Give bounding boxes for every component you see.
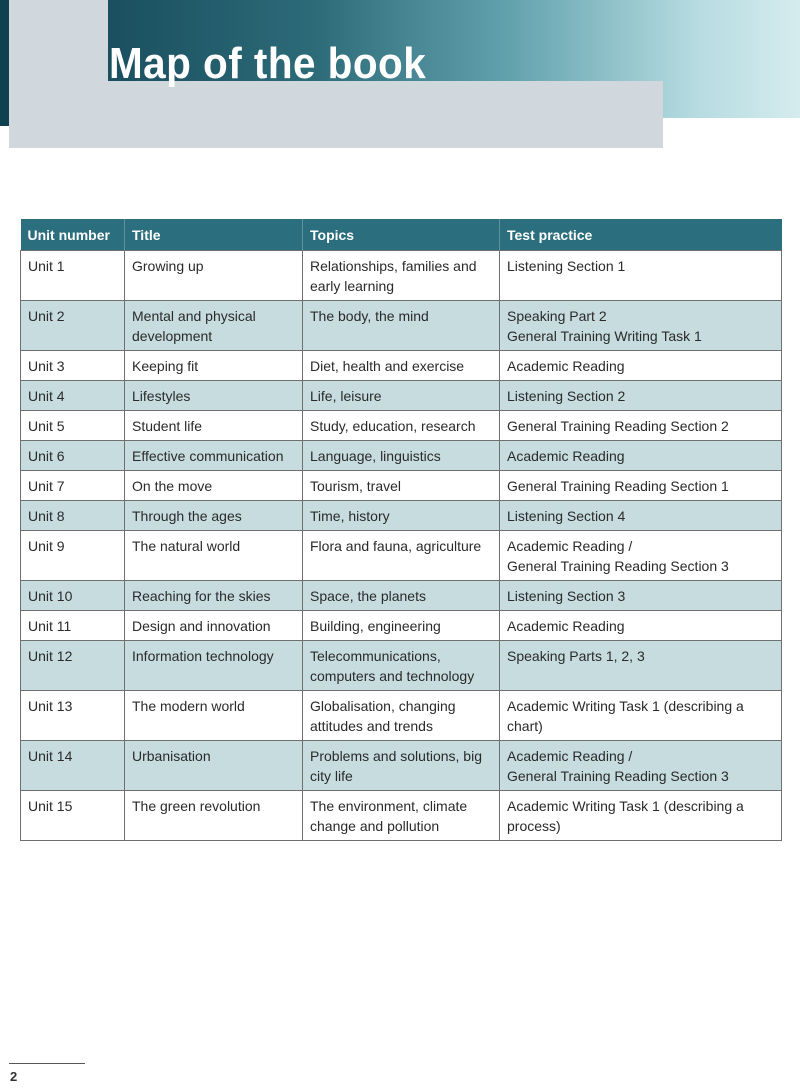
table-row <box>21 471 782 501</box>
cell-test-practice: Speaking Parts 1, 2, 3 <box>500 641 782 691</box>
table-row <box>21 501 782 531</box>
cell-unit-number: Unit 1 <box>21 251 125 301</box>
cell-title: The natural world <box>125 531 303 581</box>
cell-unit-number: Unit 3 <box>21 351 125 381</box>
cell-unit-number: Unit 11 <box>21 611 125 641</box>
footer-rule <box>9 1063 85 1064</box>
cell-test-practice: Academic Writing Task 1 (describing a chart) <box>500 691 782 741</box>
cell-unit-number: Unit 8 <box>21 501 125 531</box>
table-row <box>21 411 782 441</box>
cell-title: Student life <box>125 411 303 441</box>
cell-topics: Globalisation, changing attitudes and trends <box>303 691 500 741</box>
cell-test-practice: Academic Reading / General Training Reading Section 3 <box>500 531 782 581</box>
map-of-book-table <box>20 219 782 841</box>
cell-test-practice: Listening Section 2 <box>500 381 782 411</box>
cell-unit-number: Unit 4 <box>21 381 125 411</box>
cell-topics: Language, linguistics <box>303 441 500 471</box>
table-row <box>21 351 782 381</box>
table-row <box>21 641 782 691</box>
cell-unit-number: Unit 15 <box>21 791 125 841</box>
cell-title: Urbanisation <box>125 741 303 791</box>
cell-topics: Time, history <box>303 501 500 531</box>
cell-test-practice: Listening Section 3 <box>500 581 782 611</box>
cell-topics: Space, the planets <box>303 581 500 611</box>
header-unit-number: Unit number <box>21 219 125 251</box>
cell-title: Keeping fit <box>125 351 303 381</box>
cell-unit-number: Unit 12 <box>21 641 125 691</box>
table-row <box>21 251 782 301</box>
cell-title: Design and innovation <box>125 611 303 641</box>
cell-title: Effective communication <box>125 441 303 471</box>
table-row <box>21 381 782 411</box>
page-number: 2 <box>10 1069 18 1084</box>
header-title: Title <box>125 219 303 251</box>
cell-test-practice: Academic Reading <box>500 611 782 641</box>
table-row <box>21 611 782 641</box>
cell-unit-number: Unit 9 <box>21 531 125 581</box>
cell-test-practice: Academic Reading <box>500 351 782 381</box>
table-row <box>21 441 782 471</box>
table-row <box>21 741 782 791</box>
header-test-practice: Test practice <box>500 219 782 251</box>
cell-title: Growing up <box>125 251 303 301</box>
header-topics: Topics <box>303 219 500 251</box>
cell-unit-number: Unit 14 <box>21 741 125 791</box>
cell-topics: Telecommunications, computers and technology <box>303 641 500 691</box>
cell-topics: Building, engineering <box>303 611 500 641</box>
cell-title: On the move <box>125 471 303 501</box>
cell-title: The green revolution <box>125 791 303 841</box>
cell-test-practice: Speaking Part 2 General Training Writing Task 1 <box>500 301 782 351</box>
page-title: Map of the book <box>109 39 427 88</box>
cell-title: Reaching for the skies <box>125 581 303 611</box>
cell-topics: Study, education, research <box>303 411 500 441</box>
cell-test-practice: Academic Writing Task 1 (describing a process) <box>500 791 782 841</box>
cell-test-practice: Academic Reading / General Training Reading Section 3 <box>500 741 782 791</box>
cell-topics: The environment, climate change and pollution <box>303 791 500 841</box>
table-header-row <box>21 219 782 251</box>
cell-title: Lifestyles <box>125 381 303 411</box>
cell-title: The modern world <box>125 691 303 741</box>
table-row <box>21 791 782 841</box>
cell-topics: Flora and fauna, agriculture <box>303 531 500 581</box>
cell-topics: Tourism, travel <box>303 471 500 501</box>
cell-topics: Relationships, families and early learning <box>303 251 500 301</box>
cell-title: Mental and physical development <box>125 301 303 351</box>
cell-test-practice: General Training Reading Section 1 <box>500 471 782 501</box>
cell-topics: The body, the mind <box>303 301 500 351</box>
cell-unit-number: Unit 13 <box>21 691 125 741</box>
cell-unit-number: Unit 5 <box>21 411 125 441</box>
cell-test-practice: Academic Reading <box>500 441 782 471</box>
cell-test-practice: Listening Section 4 <box>500 501 782 531</box>
cell-title: Information technology <box>125 641 303 691</box>
cell-topics: Diet, health and exercise <box>303 351 500 381</box>
table-row <box>21 531 782 581</box>
cell-unit-number: Unit 2 <box>21 301 125 351</box>
cell-unit-number: Unit 7 <box>21 471 125 501</box>
table-row <box>21 691 782 741</box>
cell-unit-number: Unit 10 <box>21 581 125 611</box>
cell-title: Through the ages <box>125 501 303 531</box>
table-body <box>21 251 782 841</box>
table-row <box>21 301 782 351</box>
table-row <box>21 581 782 611</box>
cell-topics: Problems and solutions, big city life <box>303 741 500 791</box>
cell-unit-number: Unit 6 <box>21 441 125 471</box>
cell-test-practice: Listening Section 1 <box>500 251 782 301</box>
cell-topics: Life, leisure <box>303 381 500 411</box>
header-accent-bar <box>0 0 9 126</box>
cell-test-practice: General Training Reading Section 2 <box>500 411 782 441</box>
